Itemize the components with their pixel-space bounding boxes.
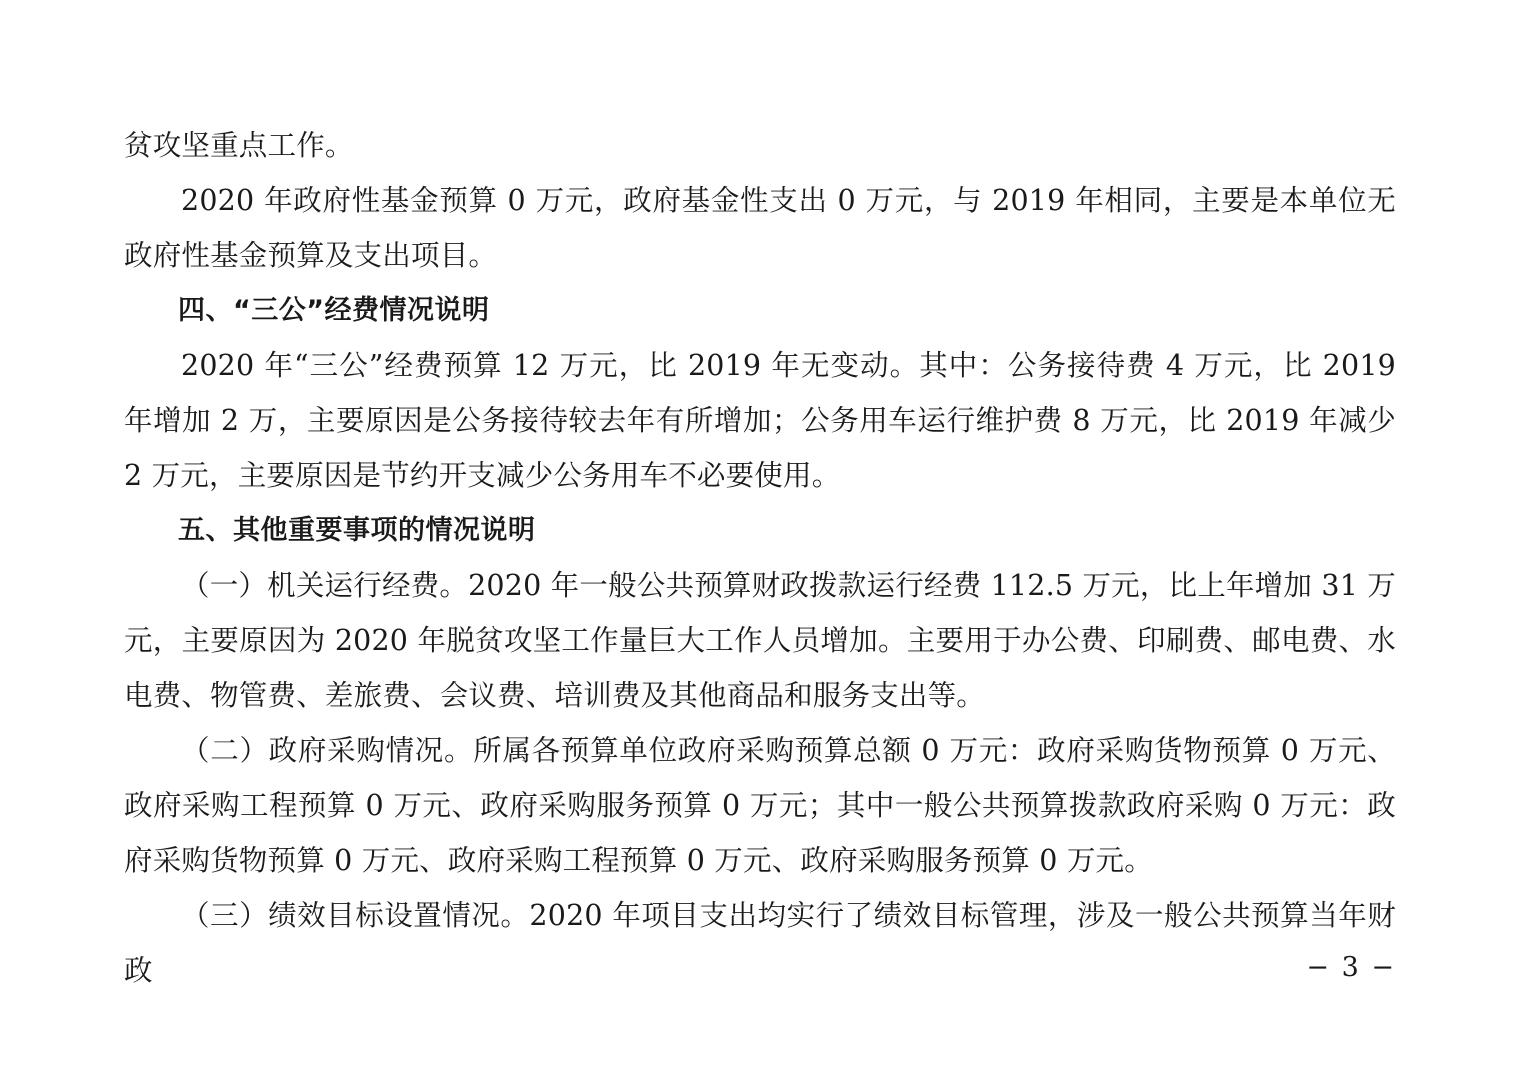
page-number: − 3 − — [1306, 952, 1396, 983]
paragraph-government-fund-budget: 2020 年政府性基金预算 0 万元，政府基金性支出 0 万元，与 2019 年相同，主要是本单位无政府性基金预算及支出项目。 — [124, 184, 1396, 272]
paragraph-item-two-procurement: （二）政府采购情况。所属各预算单位政府采购预算总额 0 万元：政府采购货物预算 0 万元、政府采购工程预算 0 万元、政府采购服务预算 0 万元；其中一般公共预算拨款政府采购 0 万元：政府采购货物预算 0 万元、政府采购工程预算 0 万元、政府采购服务预算 0 万元。 — [124, 734, 1396, 877]
paragraph-item-three-performance: （三）绩效目标设置情况。2020 年项目支出均实行了绩效目标管理，涉及一般公共预算当年财政 — [124, 899, 1396, 987]
document-body — [124, 118, 1396, 998]
paragraph-item-one-operating-cost: （一）机关运行经费。2020 年一般公共预算财政拨款运行经费 112.5 万元，比上年增加 31 万元，主要原因为 2020 年脱贫攻坚工作量巨大工作人员增加。主要用于办公费、印刷费、邮电费、水电费、物管费、差旅费、会议费、培训费及其他商品和服务支出等。 — [124, 569, 1396, 712]
heading-four-sangong: 四、“三公”经费情况说明 — [178, 295, 490, 326]
paragraph-sangong-detail: 2020 年“三公”经费预算 12 万元，比 2019 年无变动。其中：公务接待费 4 万元，比 2019 年增加 2 万，主要原因是公务接待较去年有所增加；公务用车运行维护费 8 万元，比 2019 年减少 2 万元，主要原因是节约开支减少公务用车不必要使用。 — [124, 349, 1396, 492]
paragraph-continued-poverty: 贫攻坚重点工作。 — [124, 129, 354, 162]
heading-five-other-matters: 五、其他重要事项的情况说明 — [178, 515, 536, 546]
